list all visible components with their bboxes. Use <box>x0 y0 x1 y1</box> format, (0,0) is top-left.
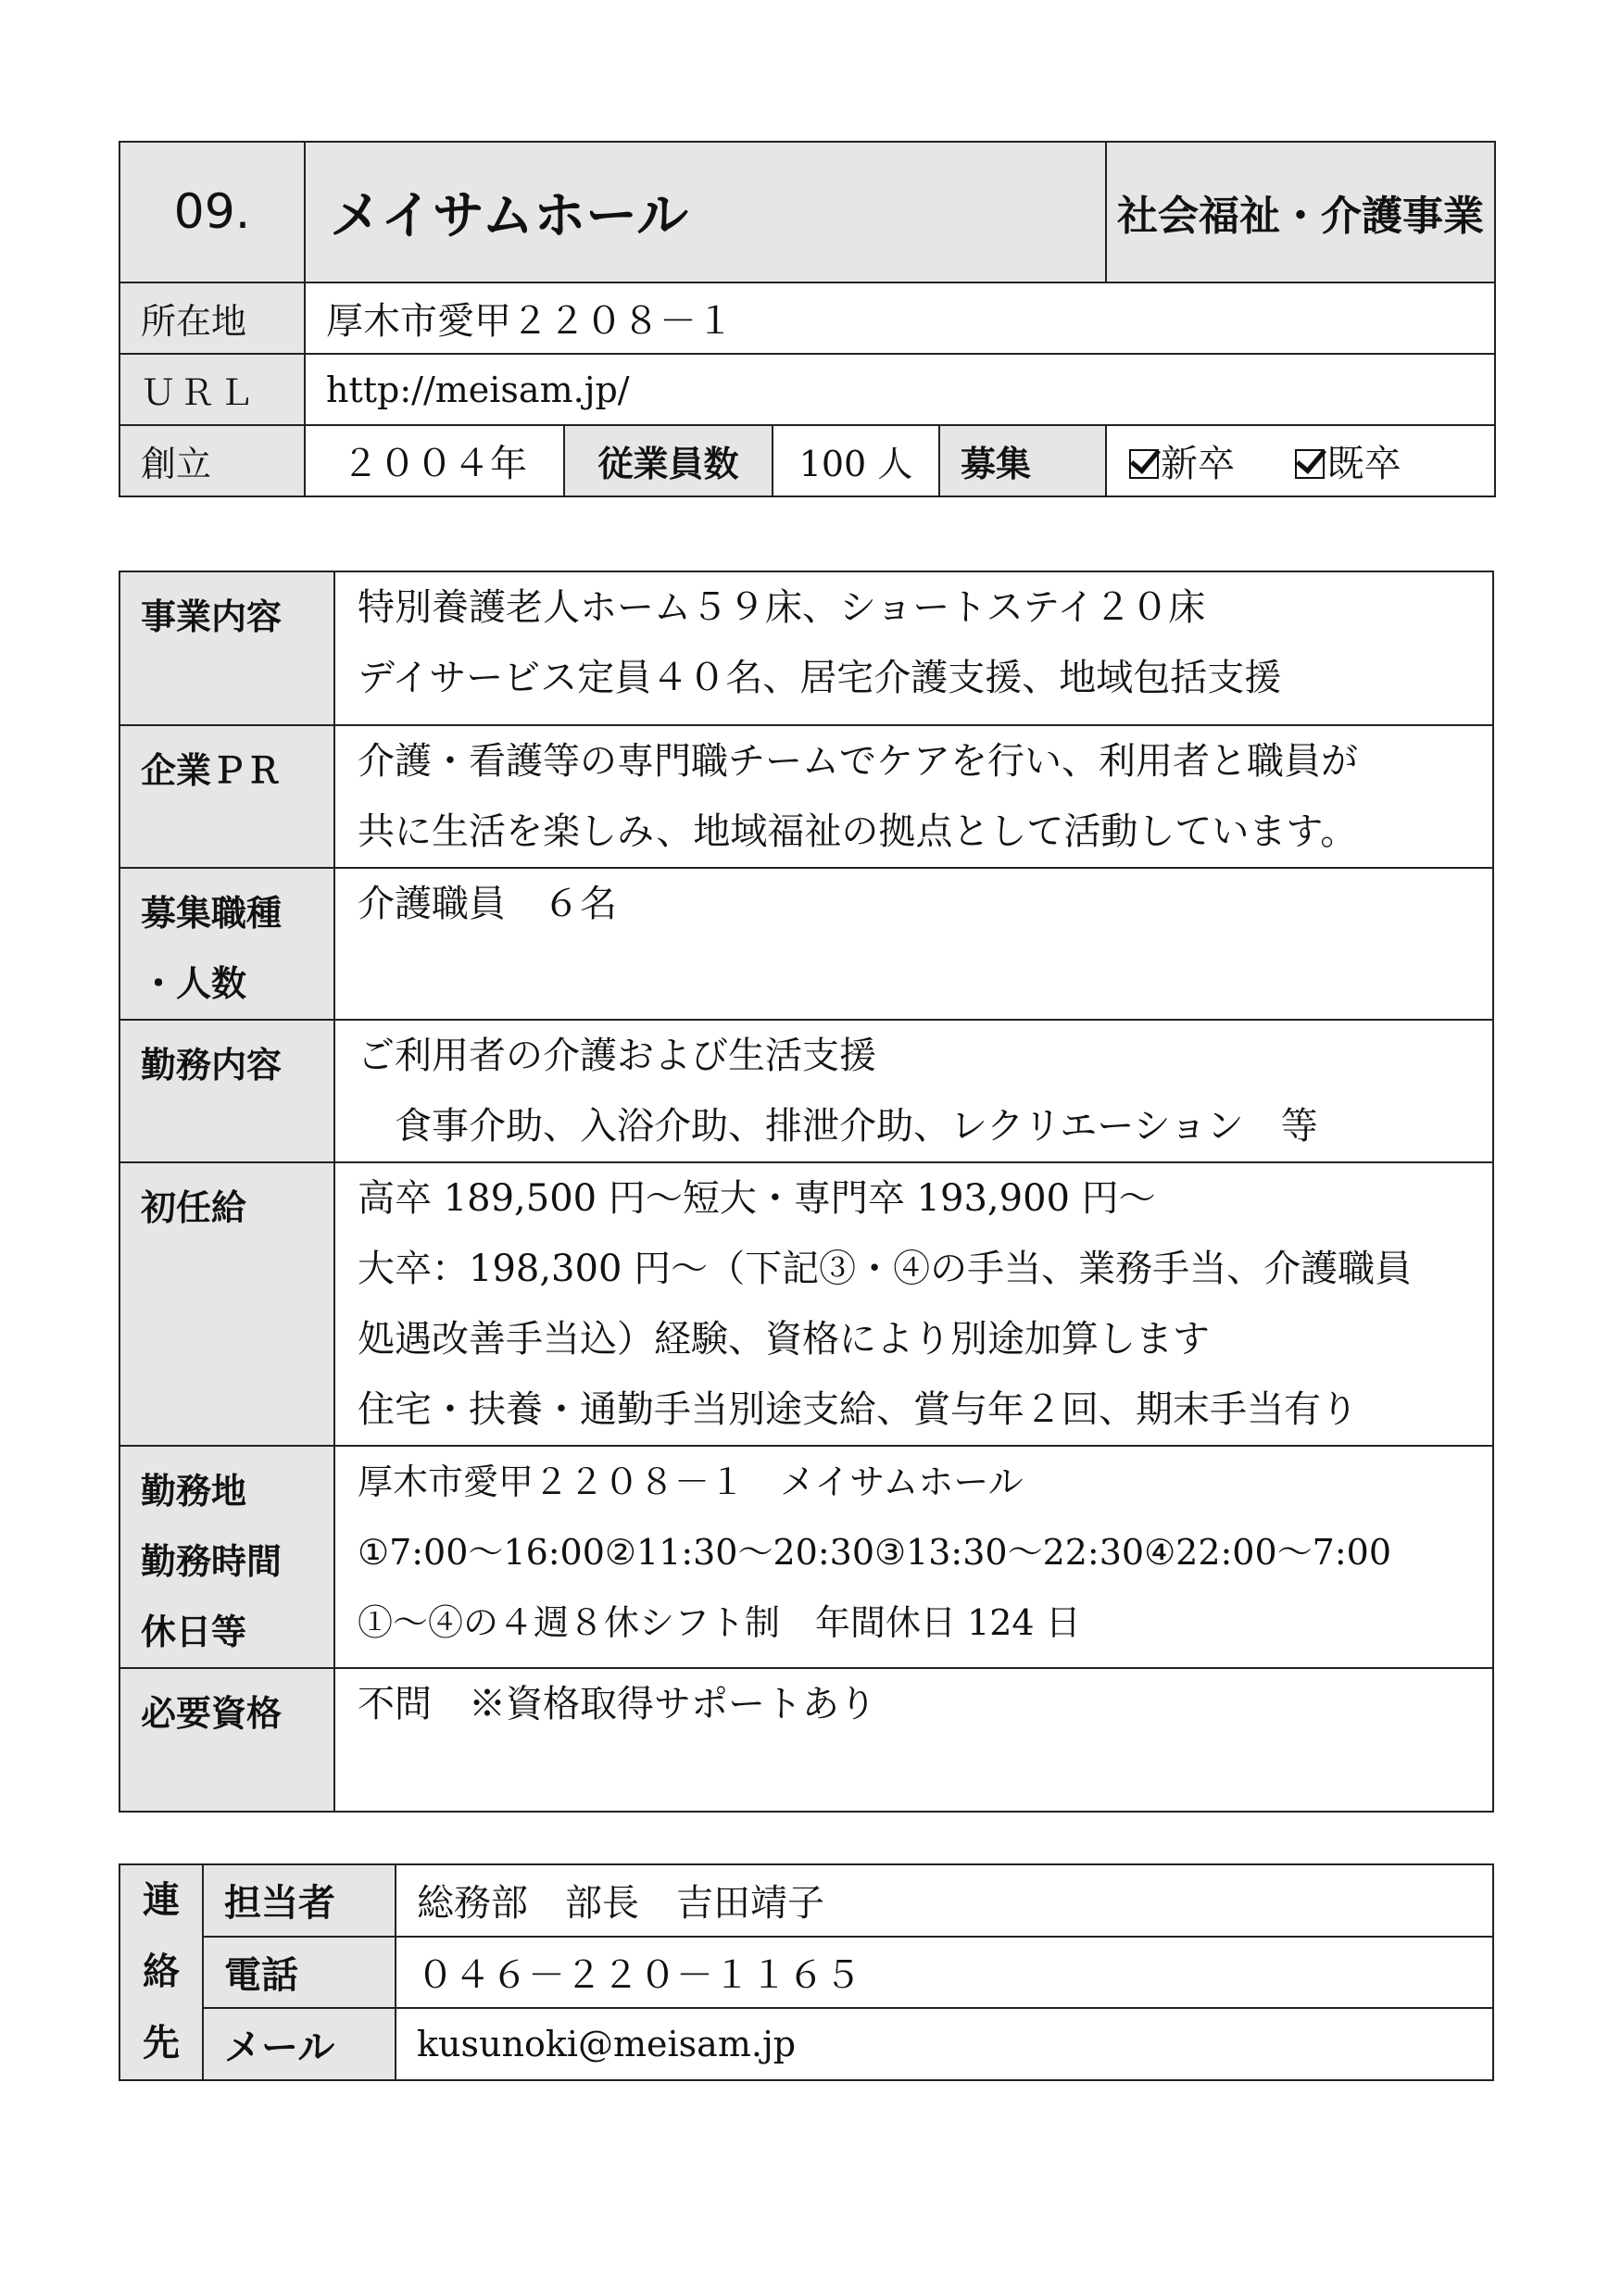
person-value: 総務部 部長 吉田靖子 <box>396 1864 1493 1937</box>
salary-content: 高卒 189,500 円～短大・専門卒 193,900 円～ 大卒：198,300 円～（下記③・④の手当、業務手当、介護職員 処遇改善手当込）経験、資格により別途加算します 住宅・扶養・通勤手当別途支給、賞与年２回、期末手当有り <box>334 1162 1493 1446</box>
url-link[interactable]: http://meisam.jp/ <box>305 354 1495 425</box>
company-name: メイサムホール <box>305 142 1106 282</box>
url-label: ＵＲＬ <box>119 354 305 425</box>
pr-label: 企業ＰＲ <box>119 725 334 868</box>
workplace-label: 勤務地 勤務時間 休日等 <box>119 1446 334 1668</box>
business-label: 事業内容 <box>119 571 334 725</box>
employees-value: 100 人 <box>773 425 939 496</box>
email-link[interactable]: kusunoki@meisam.jp <box>396 2008 1493 2080</box>
workplace-content: 厚木市愛甲２２０８－１ メイサムホール ①7:00～16:00②11:30～20:30③13:30～22:30④22:00～7:00 ①～④の４週８休シフト制 年間休日 124 日 <box>334 1446 1493 1668</box>
pr-content: 介護・看護等の専門職チームでケアを行い、利用者と職員が 共に生活を楽しみ、地域福祉の拠点として活動しています。 <box>334 725 1493 868</box>
founded-label: 創立 <box>119 425 305 496</box>
job-details-table <box>119 571 1494 1813</box>
salary-label: 初任給 <box>119 1162 334 1446</box>
email-label: メール <box>203 2008 396 2080</box>
address-label: 所在地 <box>119 282 305 354</box>
business-content: 特別養護老人ホーム５９床、ショートステイ２０床 デイサービス定員４０名、居宅介護支援、地域包括支援 <box>334 571 1493 725</box>
founded-value: ２００４年 <box>305 425 564 496</box>
positions-label: 募集職種 ・人数 <box>119 868 334 1020</box>
recruit-experienced-label: 既卒 <box>1326 443 1401 485</box>
checkbox-experienced[interactable] <box>1295 449 1325 479</box>
checkbox-new-grad[interactable] <box>1129 449 1159 479</box>
contact-table <box>119 1863 1494 2081</box>
industry: 社会福祉・介護事業 <box>1106 142 1495 282</box>
duties-content: ご利用者の介護および生活支援 食事介助、入浴介助、排泄介助、レクリエーション 等 <box>334 1020 1493 1162</box>
employees-label: 従業員数 <box>564 425 773 496</box>
company-info-table <box>119 141 1496 497</box>
person-label: 担当者 <box>203 1864 396 1937</box>
contact-section-label: 連 絡 先 <box>119 1864 203 2080</box>
positions-content: 介護職員 ６名 <box>334 868 1493 1020</box>
qualification-label: 必要資格 <box>119 1668 334 1812</box>
phone-label: 電話 <box>203 1937 396 2009</box>
company-number: 09. <box>119 142 305 282</box>
recruit-types <box>1106 425 1495 496</box>
address-value: 厚木市愛甲２２０８－１ <box>305 282 1495 354</box>
duties-label: 勤務内容 <box>119 1020 334 1162</box>
recruit-label: 募集 <box>939 425 1106 496</box>
recruit-new-label: 新卒 <box>1161 443 1236 485</box>
qualification-content: 不問 ※資格取得サポートあり <box>334 1668 1493 1812</box>
phone-value[interactable]: ０４６－２２０－１１６５ <box>396 1937 1493 2009</box>
